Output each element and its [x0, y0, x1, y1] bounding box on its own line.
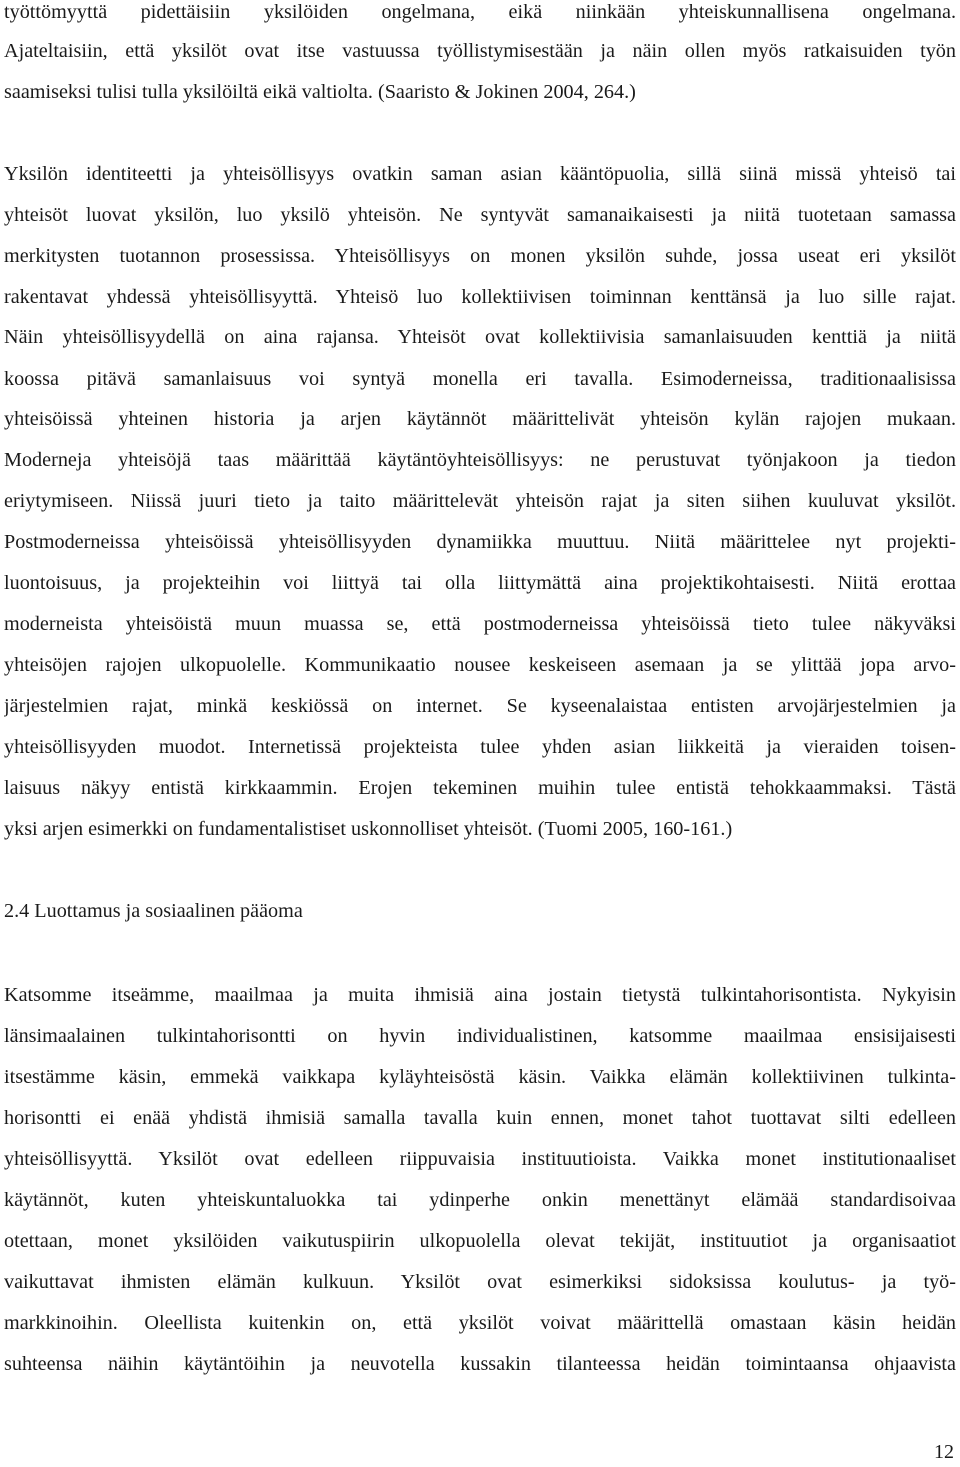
- text-line: länsimaalainen tulkintahorisontti on hyvin individualistinen, katsomme maailmaa ensisijaisesti: [4, 1025, 956, 1047]
- text-line: työttömyyttä pidettäisiin yksilöiden ongelmana, eikä niinkään yhteiskunnallisena ongelmana.: [4, 1, 956, 23]
- text-line: koossa pitävä samanlaisuus voi syntyä monella eri tavalla. Esimoderneissa, traditionaalisissa: [4, 368, 956, 390]
- text-line: yhteisöllisyyttä. Yksilöt ovat edelleen riippuvaisia instituutioista. Vaikka monet institutionaaliset: [4, 1148, 956, 1170]
- text-line: Moderneja yhteisöjä taas määrittää käytäntöyhteisöllisyys: ne perustuvat työnjakoon ja tiedon: [4, 449, 956, 471]
- text-line: Yksilön identiteetti ja yhteisöllisyys ovatkin saman asian kääntöpuolia, sillä siinä missä yhteisö tai: [4, 163, 956, 185]
- section-heading: 2.4 Luottamus ja sosiaalinen pääoma: [4, 900, 303, 922]
- text-line: eriytymiseen. Niissä juuri tieto ja taito määrittelevät yhteisön rajat ja siten siihen kuuluvat yksilöt.: [4, 490, 956, 512]
- text-line: otettaan, monet yksilöiden vaikutuspiirin ulkopuolella olevat tekijät, instituutiot ja organisaatiot: [4, 1230, 956, 1252]
- text-line: rakentavat yhdessä yhteisöllisyyttä. Yhteisö luo kollektiivisen toiminnan kenttänsä ja luo sille rajat.: [4, 286, 956, 308]
- text-line: merkitysten tuotannon prosessissa. Yhteisöllisyys on monen yksilön suhde, jossa useat eri yksilöt: [4, 245, 956, 267]
- text-line: horisontti ei enää yhdistä ihmisiä samalla tavalla kuin ennen, monet tahot tuottavat silti edelleen: [4, 1107, 956, 1129]
- text-line: yhteisöissä yhteinen historia ja arjen käytännöt määrittelivät yhteisön kylän rajojen mukaan.: [4, 408, 956, 430]
- text-line: laisuus näkyy entistä kirkkaammin. Erojen tekeminen muihin tulee entistä tehokkaammaksi. Tästä: [4, 777, 956, 799]
- page-number: 12: [934, 1441, 954, 1463]
- text-line: markkinoihin. Oleellista kuitenkin on, että yksilöt voivat määrittellä omastaan käsin heidän: [4, 1312, 956, 1334]
- text-line: moderneista yhteisöistä muun muassa se, että postmoderneissa yhteisöissä tieto tulee näkyväksi: [4, 613, 956, 635]
- text-line: yhteisöllisyyden muodot. Internetissä projekteista tulee yhden asian liikkeitä ja vieraiden toisen-: [4, 736, 956, 758]
- text-line: vaikuttavat ihmisten elämän kulkuun. Yksilöt ovat esimerkiksi sidoksissa koulutus- ja työ-: [4, 1271, 956, 1293]
- text-line: järjestelmien rajat, minkä keskiössä on internet. Se kyseenalaistaa entisten arvojärjestelmien ja: [4, 695, 956, 717]
- text-line: itsestämme käsin, emmekä vaikkapa kyläyhteisöstä käsin. Vaikka elämän kollektiivinen tulkinta-: [4, 1066, 956, 1088]
- text-line: saamiseksi tulisi tulla yksilöiltä eikä valtiolta. (Saaristo & Jokinen 2004, 264.): [4, 81, 636, 103]
- text-line: yksi arjen esimerkki on fundamentalistiset uskonnolliset yhteisöt. (Tuomi 2005, 160-161.): [4, 818, 733, 840]
- text-line: yhteisöjen rajojen ulkopuolelle. Kommunikaatio nousee keskeiseen asemaan ja se ylittää jopa arvo-: [4, 654, 956, 676]
- text-line: yhteisöt luovat yksilön, luo yksilö yhteisön. Ne syntyvät samanaikaisesti ja niitä tuotetaan samassa: [4, 204, 956, 226]
- text-line: Postmoderneissa yhteisöissä yhteisöllisyyden dynamiikka muuttuu. Niitä määrittelee nyt projekti-: [4, 531, 956, 553]
- text-line: luontoisuus, ja projekteihin voi liittyä tai olla liittymättä aina projektikohtaisesti. Niitä erottaa: [4, 572, 956, 594]
- text-line: suhteensa näihin käytäntöihin ja neuvotella kussakin tilanteessa heidän toimintaansa ohjaavista: [4, 1353, 956, 1375]
- text-line: Ajateltaisiin, että yksilöt ovat itse vastuussa työllistymisestään ja näin ollen myös ratkaisuiden työn: [4, 40, 956, 62]
- text-line: Katsomme itseämme, maailmaa ja muita ihmisiä aina jostain tietystä tulkintahorisontista. Nykyisin: [4, 984, 956, 1006]
- text-line: käytännöt, kuten yhteiskuntaluokka tai ydinperhe onkin menettänyt elämää standardisoivaa: [4, 1189, 956, 1211]
- text-line: Näin yhteisöllisyydellä on aina rajansa. Yhteisöt ovat kollektiivisia samanlaisuuden kenttiä ja niitä: [4, 326, 956, 348]
